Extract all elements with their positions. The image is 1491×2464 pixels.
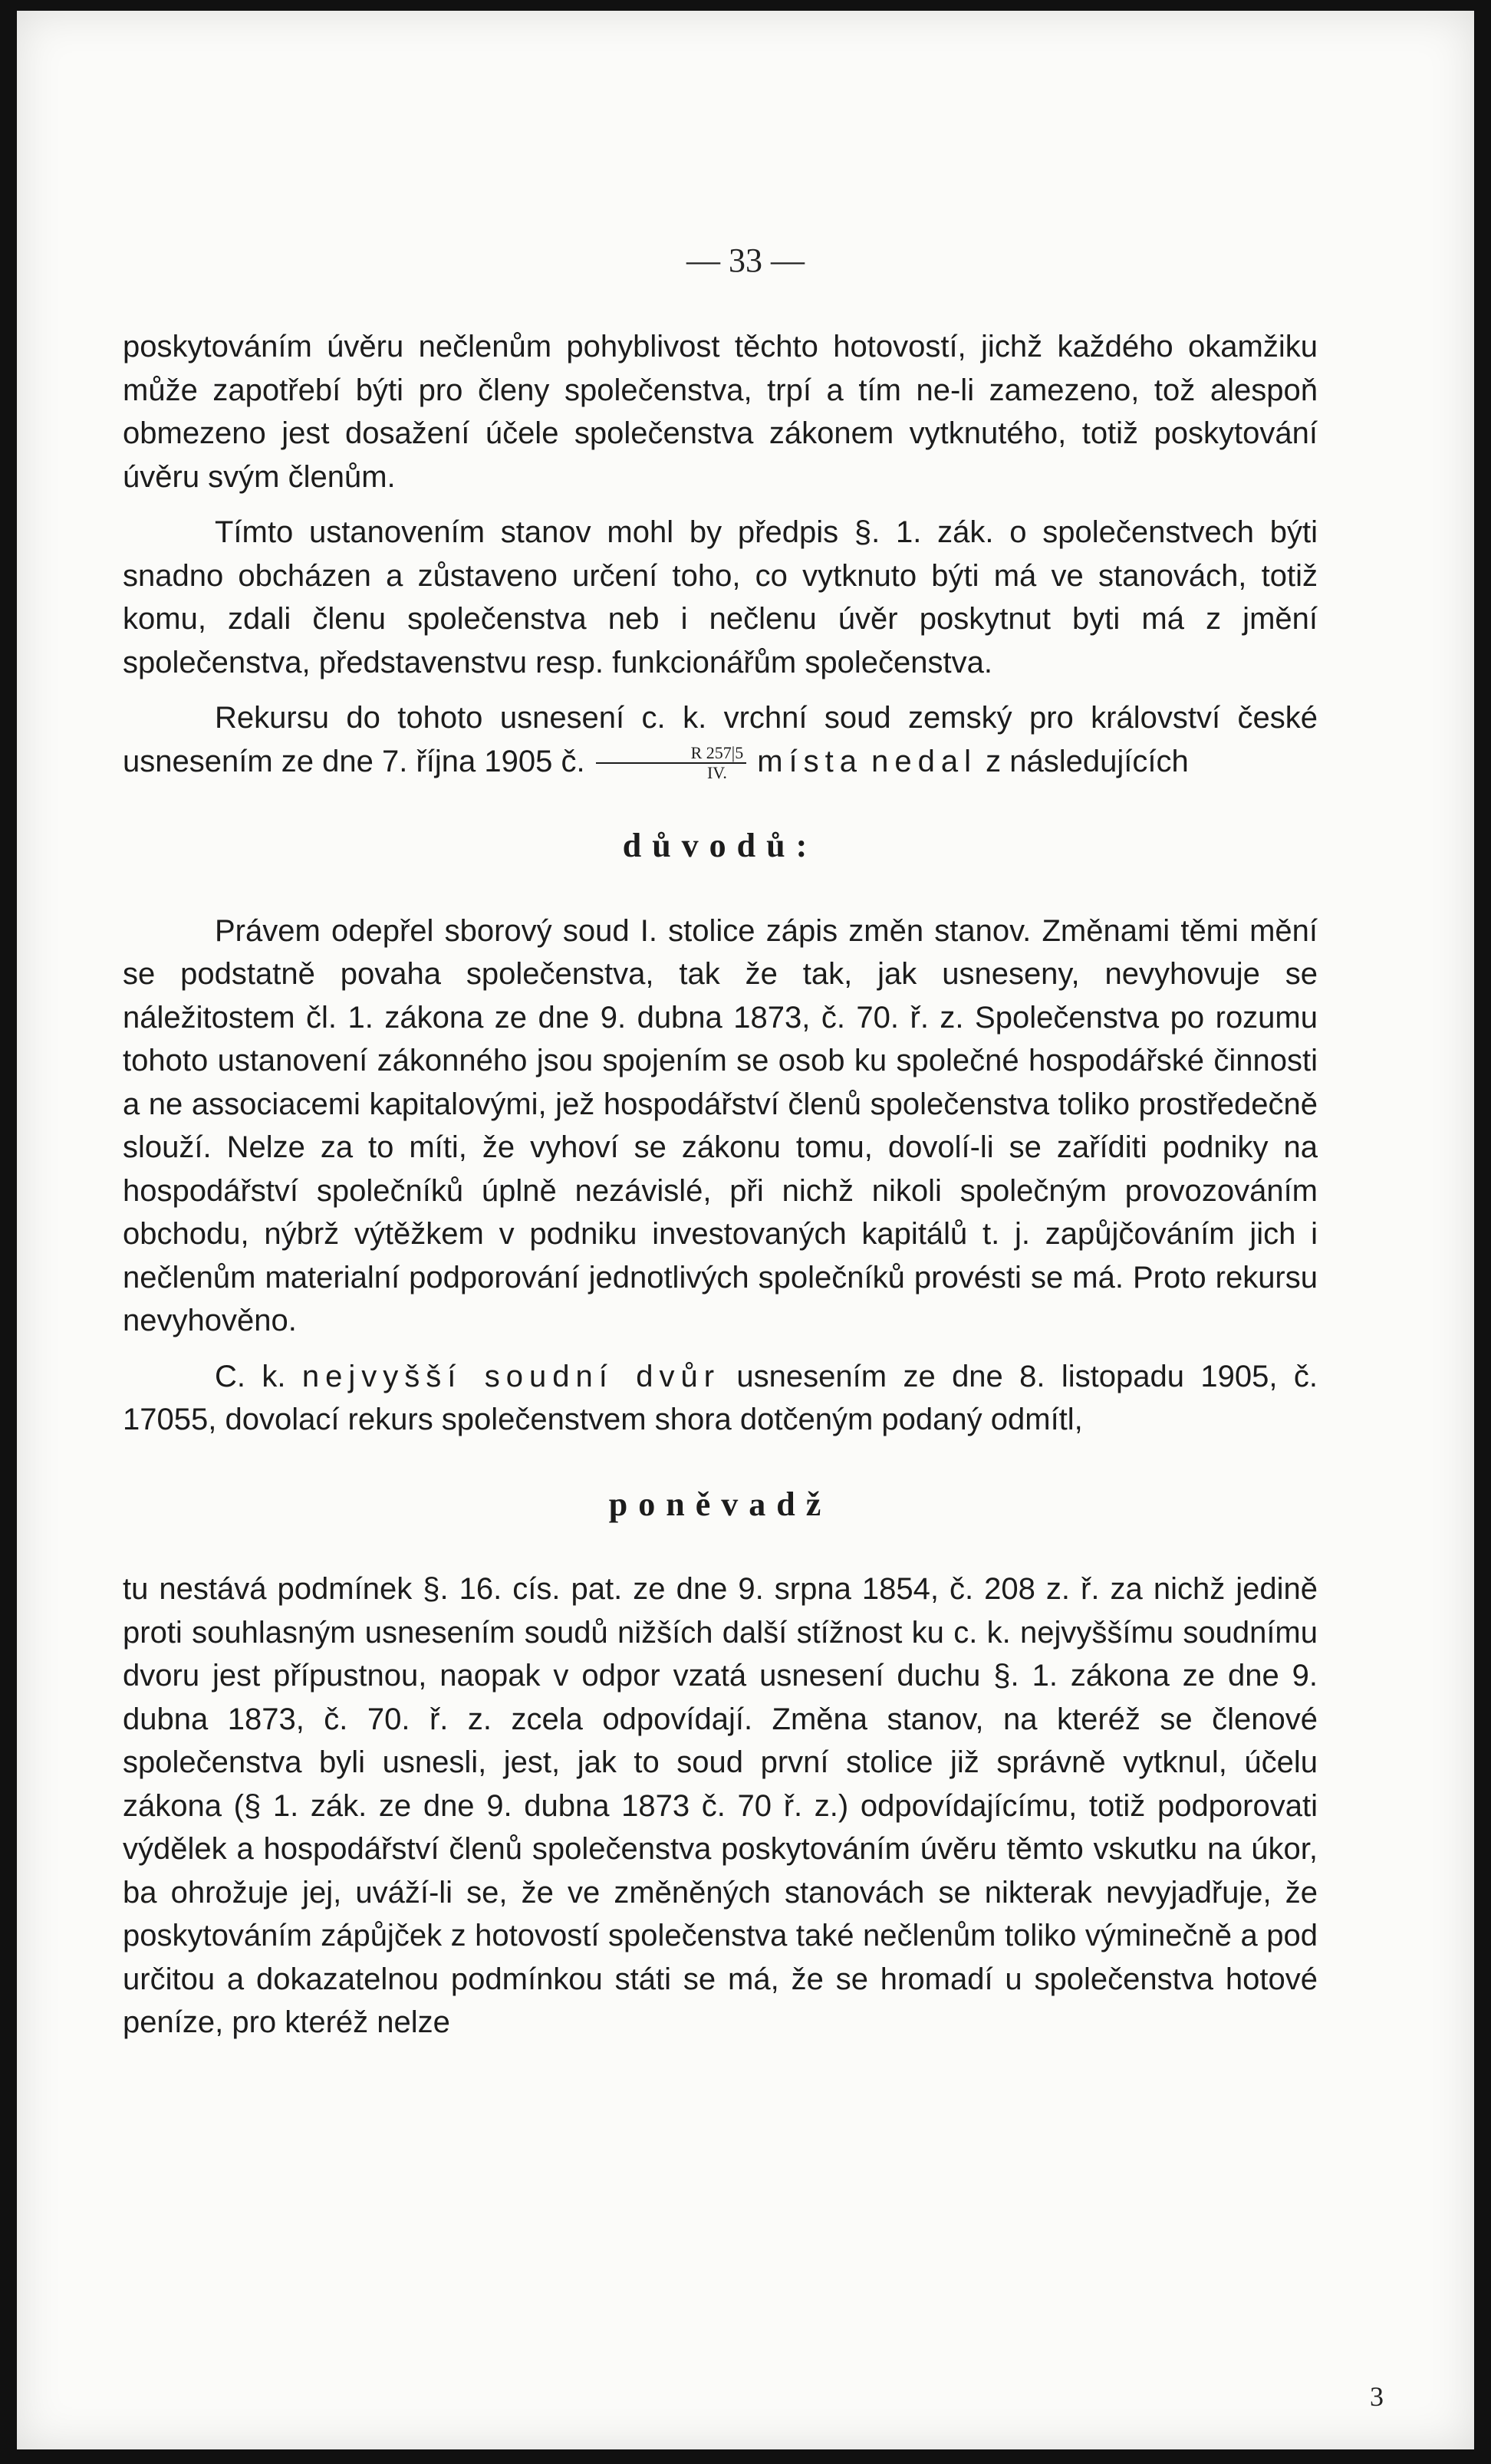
document-page: [17, 11, 1474, 2449]
case-reference-numerator: R 257|5: [596, 744, 747, 764]
spaced-court-name: nejvyšší soudní dvůr: [301, 1359, 721, 1393]
paragraph-3: [123, 696, 1318, 783]
spacer: [123, 498, 1318, 511]
spaced-word-mista: místa: [757, 744, 863, 778]
paragraph-3-end: z následujících: [986, 744, 1189, 778]
spaced-word-nedal: nedal: [871, 744, 977, 778]
document-body: [123, 325, 1318, 2045]
paragraph-4: Právem odepřel sborový soud I. stolice zápis změn stanov. Změnami těmi mění se podstatně povaha společenstva, tak že tak, jak usneseny, nevyhovuje se náležitostem čl. 1. zákona ze dne 9. dubna 1873, č. 70. ř. z. Společenstva po rozumu tohoto ustanovení zákonného jsou spojením se osob ku společné hospodářské činnosti a ne associacemi kapitalovými, jež hospodářství členů společenstva toliko prostředečně slouží. Nelze za to míti, že vyhoví se zákonu tomu, dovolí-li se zaříditi podniky na hospodářství společníků úplně nezávislé, při nichž nikoli společným provozováním obchodu, nýbrž výtěžkem v podniku investovaných kapitálů t. j. zapůjčováním jich i nečlenům materialní podporování jednotlivých společníků provésti se má. Proto rekursu nevyhověno.: [123, 913, 1318, 1337]
paragraph-1: poskytováním úvěru nečlenům pohyblivost těchto hotovostí, jichž každého okamžiku může zapotřebí býti pro členy společenstva, trpí a tím ne-li zamezeno, tož alespoň obmezeno jest dosažení účele společenstva zákonem vytknutého, totiž poskytování úvěru svým členům.: [123, 330, 1318, 494]
section-heading-duvodu: důvodů:: [622, 827, 818, 864]
sheet-number: 3: [1370, 2381, 1384, 2412]
paragraph-5-end: usnesením ze dne 8. listopadu 1905, č. 17055, dovolací rekurs společenstvem shora dotčeným podaný odmítl,: [123, 1359, 1318, 1436]
paragraph-6: tu nestává podmínek §. 16. cís. pat. ze dne 9. srpna 1854, č. 208 z. ř. za nichž jedině proti souhlasným usnesením soudů nižších další stížnost ku c. k. nejvyššímu soudnímu dvoru jest přípustnou, naopak v odpor vzatá usnesení duchu §. 1. zákona ze dne 9. dubna 1873, č. 70. ř. z. zcela odpovídají. Změna stanov, na kteréž se členové společenstva byli usnesli, jest, jak to soud první stolice již správně vytknul, účelu zákona (§ 1. zák. ze dne 9. dubna 1873 č. 70 ř. z.) odpovídajícímu, totiž podporovati výdělek a hospodářství členů společenstva poskytováním úvěru těmto vskutku na úkor, ba ohrožuje jej, uváží-li se, že ve změněných stanovách se nikterak nevyjadřuje, že poskytováním zápůjček z hotovostí společenstva také nečlenům toliko výminečně a pod určitou a dokazatelnou podmínkou státi se má, že se hromadí u společenstva hotové peníze, pro kteréž nelze: [123, 1572, 1318, 2039]
case-reference: [596, 744, 747, 782]
paragraph-3-start: Rekursu do tohoto usnesení c. k. vrchní soud zemský pro království české usnesením ze dne 7. října 1905 č.: [123, 701, 1318, 778]
paragraph-5-start: C. k.: [215, 1359, 286, 1393]
spacer: [123, 1343, 1318, 1355]
case-reference-denominator: IV.: [706, 762, 727, 782]
page-number: — 33 —: [686, 242, 805, 279]
paragraph-5: [123, 1355, 1318, 1442]
spacer: [123, 684, 1318, 696]
paragraph-2: Tímto ustanovením stanov mohl by předpis §. 1. zák. o společenstvech býti snadno obcházen a zůstaveno určení toho, co vytknuto býti má ve stanovách, totiž komu, zdali členu společenstva neb i nečlenu úvěr poskytnut byti má z jmění společenstva, představenstvu resp. funkcionářům společenstva.: [123, 515, 1318, 679]
section-heading-ponevadz: poněvadž: [608, 1485, 832, 1523]
